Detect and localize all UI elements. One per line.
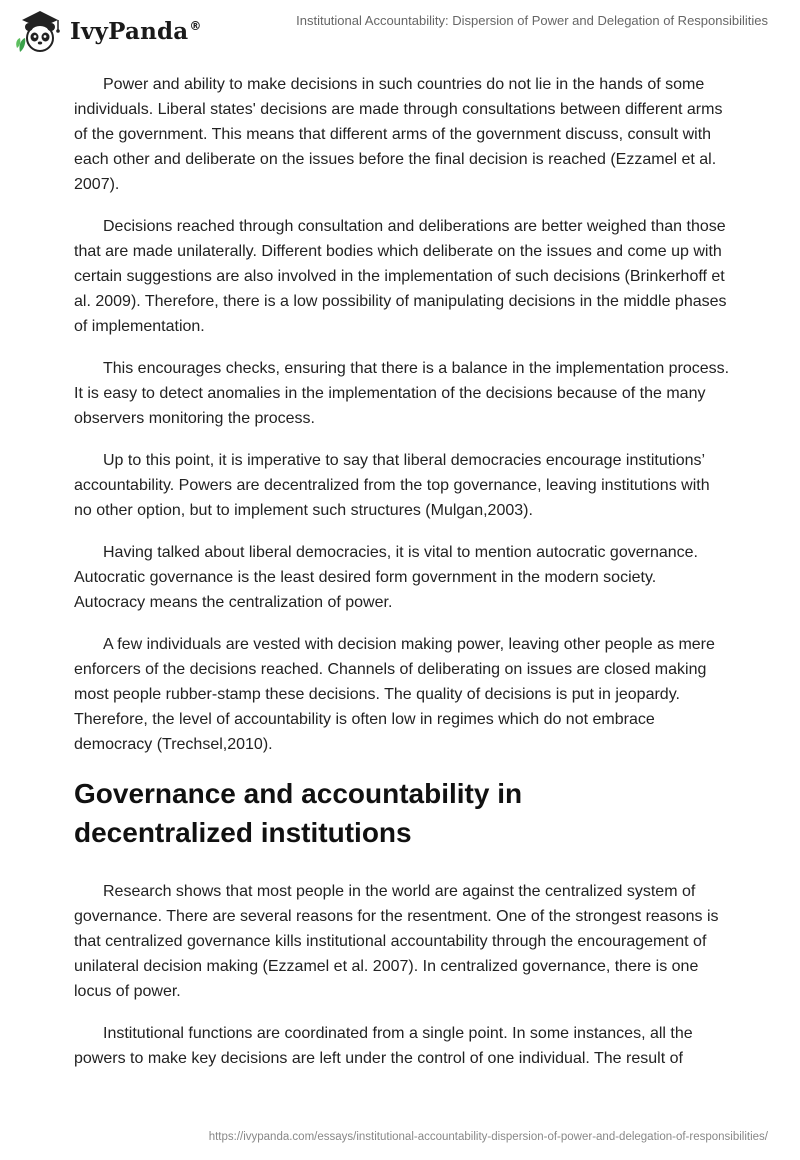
graduation-cap-panda-icon	[14, 8, 66, 54]
paragraph: A few individuals are vested with decision making power, leaving other people as mere enforcers of the decisions reached. Channels of deliberating on issues are closed making most people rubber-stamp these decisions. The quality of decisions is put in jeopardy. Therefore, the level of accountability is often low in regimes which do not embrace democracy (Trechsel,2010).	[74, 636, 715, 753]
paragraph: Decisions reached through consultation and deliberations are better weighed than those that are made unilaterally. Different bodies which deliberate on the issues and come up with certain suggestions are also involved in the implementation of such decisions (Brinkerhoff et al. 2009). Therefore, there is a low possibility of manipulating decisions in the middle phases of implementation.	[74, 218, 727, 335]
paragraph: Having talked about liberal democracies, it is vital to mention autocratic governance. Autocratic governance is the least desired form government in the modern society. Autocracy means the centralization of power.	[74, 544, 698, 611]
section-heading: Governance and accountability in decentralized institutions	[74, 778, 523, 848]
source-url[interactable]: https://ivypanda.com/essays/institutional-accountability-dispersion-of-power-and-delegation-of-responsibilities/	[208, 1131, 768, 1143]
essay-body	[74, 72, 730, 1088]
running-title: Institutional Accountability: Dispersion of Power and Delegation of Responsibilities	[296, 13, 768, 28]
brand-name: IvyPanda®	[70, 17, 202, 45]
paragraph: Research shows that most people in the world are against the centralized system of governance. There are several reasons for the resentment. One of the strongest reasons is that centralized governance kills institutional accountability through the encouragement of unilateral decision making (Ezzamel et al. 2007). In centralized governance, there is one locus of power.	[74, 883, 719, 1000]
paragraph: Power and ability to make decisions in such countries do not lie in the hands of some individuals. Liberal states' decisions are made through consultations between different arms of the government. This means that different arms of the government discuss, consult with each other and deliberate on the issues before the final decision is reached (Ezzamel et al. 2007).	[74, 76, 723, 193]
ivypanda-logo[interactable]	[14, 8, 202, 54]
page-header	[0, 0, 800, 60]
paragraph: This encourages checks, ensuring that there is a balance in the implementation process. It is easy to detect anomalies in the implementation of the decisions because of the many observers monitoring the process.	[74, 360, 730, 427]
registered-mark: ®	[189, 18, 202, 33]
paragraph: Institutional functions are coordinated from a single point. In some instances, all the powers to make key decisions are left under the control of one individual. The result of	[74, 1025, 693, 1067]
paragraph: Up to this point, it is imperative to say that liberal democracies encourage institutions’ accountability. Powers are decentralized from the top governance, leaving institutions with no other option, but to implement such structures (Mulgan,2003).	[74, 452, 710, 519]
